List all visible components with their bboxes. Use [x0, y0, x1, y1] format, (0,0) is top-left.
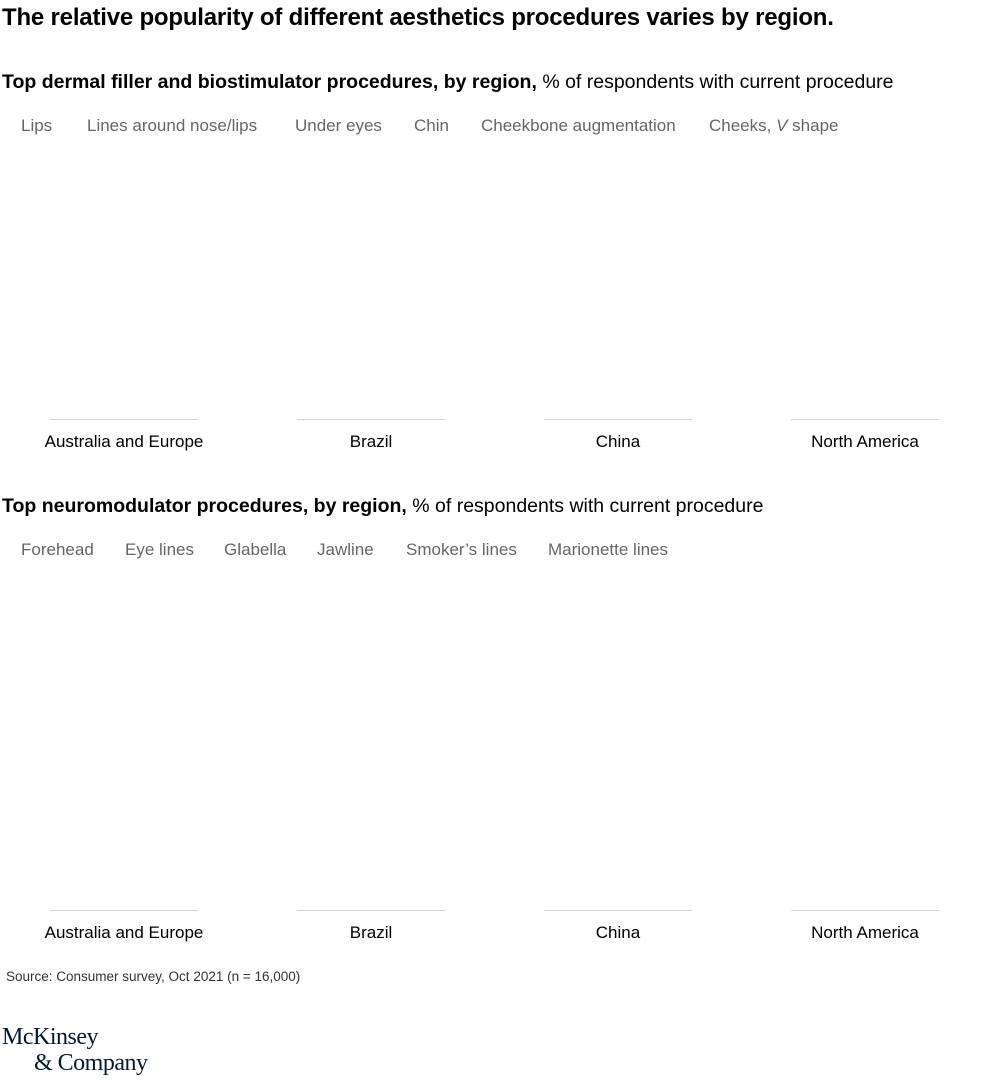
chart-2-category-australia-europe: Australia and Europe [44, 923, 204, 942]
chart-2-baseline-china [544, 910, 692, 911]
chart-1-category-north-america: North America [811, 432, 919, 451]
legend-item-cheeks-suffix: shape [787, 116, 839, 135]
chart-1-units: % of respondents with current procedure [542, 71, 894, 93]
chart-2-baseline-north-america [791, 910, 939, 911]
page-title: The relative popularity of different aesthetics procedures varies by region. [2, 4, 834, 31]
chart-2-category-north-america: North America [811, 923, 919, 942]
legend-item-chin: Chin [414, 116, 449, 135]
legend-item-eye-lines: Eye lines [125, 540, 194, 559]
legend-item-lines-around-nose-lips: Lines around nose/lips [87, 116, 258, 135]
legend-item-lips: Lips [21, 116, 53, 135]
chart-1-subtitle [2, 71, 894, 94]
legend-item-smokers-lines: Smoker’s lines [406, 540, 517, 559]
chart-2-baseline-brazil [297, 910, 445, 911]
legend-item-forehead: Forehead [21, 540, 94, 559]
chart-2-title: Top neuromodulator procedures, by region, [2, 495, 407, 517]
chart-2-plot-area [0, 574, 987, 954]
chart-2-subtitle [2, 495, 763, 518]
chart-1-title: Top dermal filler and biostimulator procedures, by region, [2, 71, 537, 93]
chart-2-category-brazil: Brazil [349, 923, 393, 942]
legend-item-under-eyes: Under eyes [295, 116, 382, 135]
chart-1-baseline-australia-europe [50, 419, 198, 420]
chart-1-baseline-north-america [791, 419, 939, 420]
legend-item-jawline: Jawline [317, 540, 374, 559]
chart-1-category-brazil: Brazil [349, 432, 393, 451]
chart-2-category-china: China [595, 923, 641, 942]
legend-item-marionette-lines: Marionette lines [548, 540, 669, 559]
source-note: Source: Consumer survey, Oct 2021 (n = 16,000) [6, 969, 301, 984]
logo-line-1: McKinsey [2, 1024, 98, 1050]
chart-1-baseline-brazil [297, 419, 445, 420]
legend-item-cheeks-italic: V [776, 116, 788, 135]
legend-item-cheeks-v-shape [709, 116, 839, 136]
legend-item-cheeks-label: Cheeks, [709, 116, 772, 135]
chart-2-units: % of respondents with current procedure [412, 495, 764, 517]
logo-line-2: & Company [34, 1050, 148, 1076]
chart-2-baseline-australia-europe [50, 910, 198, 911]
chart-1-category-china: China [595, 432, 641, 451]
mckinsey-logo [2, 1024, 148, 1076]
chart-1-baseline-china [544, 419, 692, 420]
chart-1-plot-area [0, 150, 987, 460]
legend-item-glabella: Glabella [224, 540, 287, 559]
chart-1-category-australia-europe: Australia and Europe [44, 432, 204, 451]
legend-item-cheekbone-augmentation: Cheekbone augmentation [481, 116, 676, 135]
